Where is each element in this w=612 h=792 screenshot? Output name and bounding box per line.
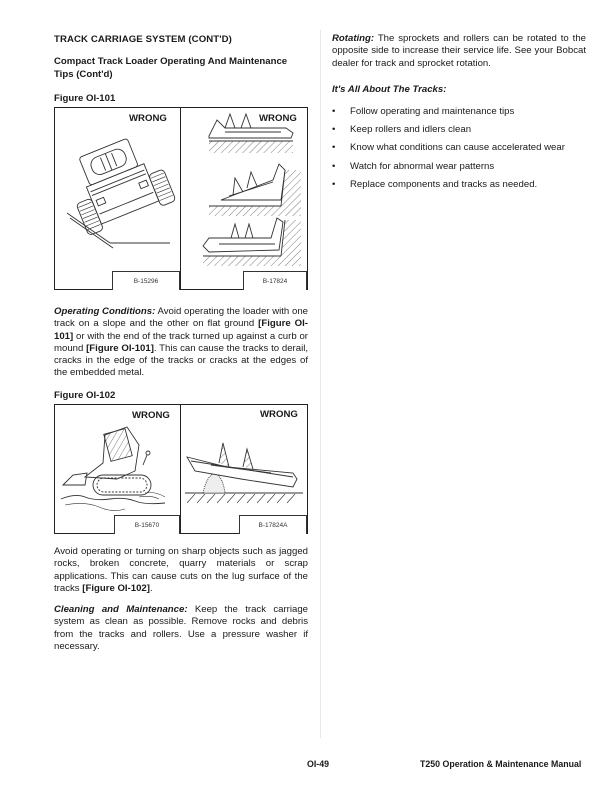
bullet-icon: • — [332, 178, 336, 190]
paragraph-text: The sprockets and rollers can be rotated to the opposite side to increase their service life. See your Bobcat dealer for track and sprocket rotation. — [332, 33, 586, 69]
paragraph-text: or with the end of the track turned up against a curb or mound — [54, 330, 308, 354]
bullet-icon: • — [332, 124, 336, 136]
paragraph-text: . This can cause the tracks to derail, cracks in the edge of the tracks or cracks at the edges of the embedded metal. — [54, 342, 309, 379]
rotating-paragraph — [332, 33, 586, 70]
list-item-text: Follow operating and maintenance tips — [350, 106, 515, 117]
list-item — [332, 142, 586, 154]
subsection-title-line2: Tips (Cont'd) — [54, 68, 113, 80]
list-item — [332, 124, 586, 136]
tracks-bullet-list — [332, 106, 586, 197]
manual-title: T250 Operation & Maintenance Manual — [420, 759, 582, 769]
list-item — [332, 106, 586, 118]
sharp-objects-paragraph — [54, 546, 308, 595]
paragraph-text: Avoid operating the loader with one track on a slope and the other on flat ground — [54, 306, 308, 330]
track-against-curb-illustration — [181, 108, 307, 291]
operating-conditions-lead: Operating Conditions: — [54, 306, 156, 317]
cleaning-lead: Cleaning and Maintenance: — [54, 604, 188, 615]
list-item-text: Know what conditions can cause accelerated wear — [350, 142, 565, 154]
figure-reference: [Figure OI-101] — [86, 342, 154, 354]
page-number: OI-49 — [307, 759, 330, 769]
figure-code: B-17824 — [243, 271, 307, 290]
figure-102-label: Figure OI-102 — [54, 390, 116, 401]
list-item-text: Keep rollers and idlers clean — [350, 124, 472, 136]
rotating-lead: Rotating: — [332, 33, 375, 44]
wrong-caption: WRONG — [260, 409, 298, 420]
bullet-icon: • — [332, 160, 336, 172]
section-title: TRACK CARRIAGE SYSTEM (CONT'D) — [54, 34, 232, 45]
list-item — [332, 179, 586, 191]
figure-reference: [Figure OI-102] — [82, 582, 150, 594]
list-item — [332, 161, 586, 173]
list-item-text: Replace components and tracks as needed. — [350, 178, 538, 190]
bullet-icon: • — [332, 142, 336, 154]
paragraph-text: Keep the track carriage system as clean as possible. Remove rocks and debris from the tracks and rollers. Use a pressure washer if necessary. — [54, 604, 308, 652]
figure-code: B-15670 — [114, 515, 180, 534]
paragraph-text: . — [149, 582, 153, 594]
wrong-caption: WRONG — [259, 113, 297, 124]
figure-101 — [54, 107, 308, 290]
tracks-section-title: It's All About The Tracks: — [332, 84, 447, 95]
cleaning-paragraph — [54, 604, 308, 653]
figure-reference: [Figure OI-101] — [54, 318, 308, 342]
column-divider — [320, 30, 321, 738]
bullet-icon: • — [332, 106, 336, 117]
paragraph-text: Avoid operating or turning on sharp objects such as jagged rocks, broken concrete, quarry materials or scrap applications. This can cause cuts on the lug surface of the tracks — [54, 546, 308, 594]
operating-conditions-paragraph — [54, 306, 308, 380]
loader-on-slope-illustration — [55, 108, 180, 291]
figure-101-label: Figure OI-101 — [54, 93, 116, 104]
figure-102 — [54, 404, 308, 534]
figure-code: B-15296 — [112, 271, 180, 290]
figure-code: B-17824A — [239, 515, 307, 534]
list-item-text: Watch for abnormal wear patterns — [350, 160, 495, 172]
subsection-title — [54, 56, 308, 81]
wrong-caption: WRONG — [129, 113, 167, 124]
subsection-title-line1: Compact Track Loader Operating And Maintenance — [54, 56, 288, 67]
wrong-caption: WRONG — [132, 410, 170, 421]
